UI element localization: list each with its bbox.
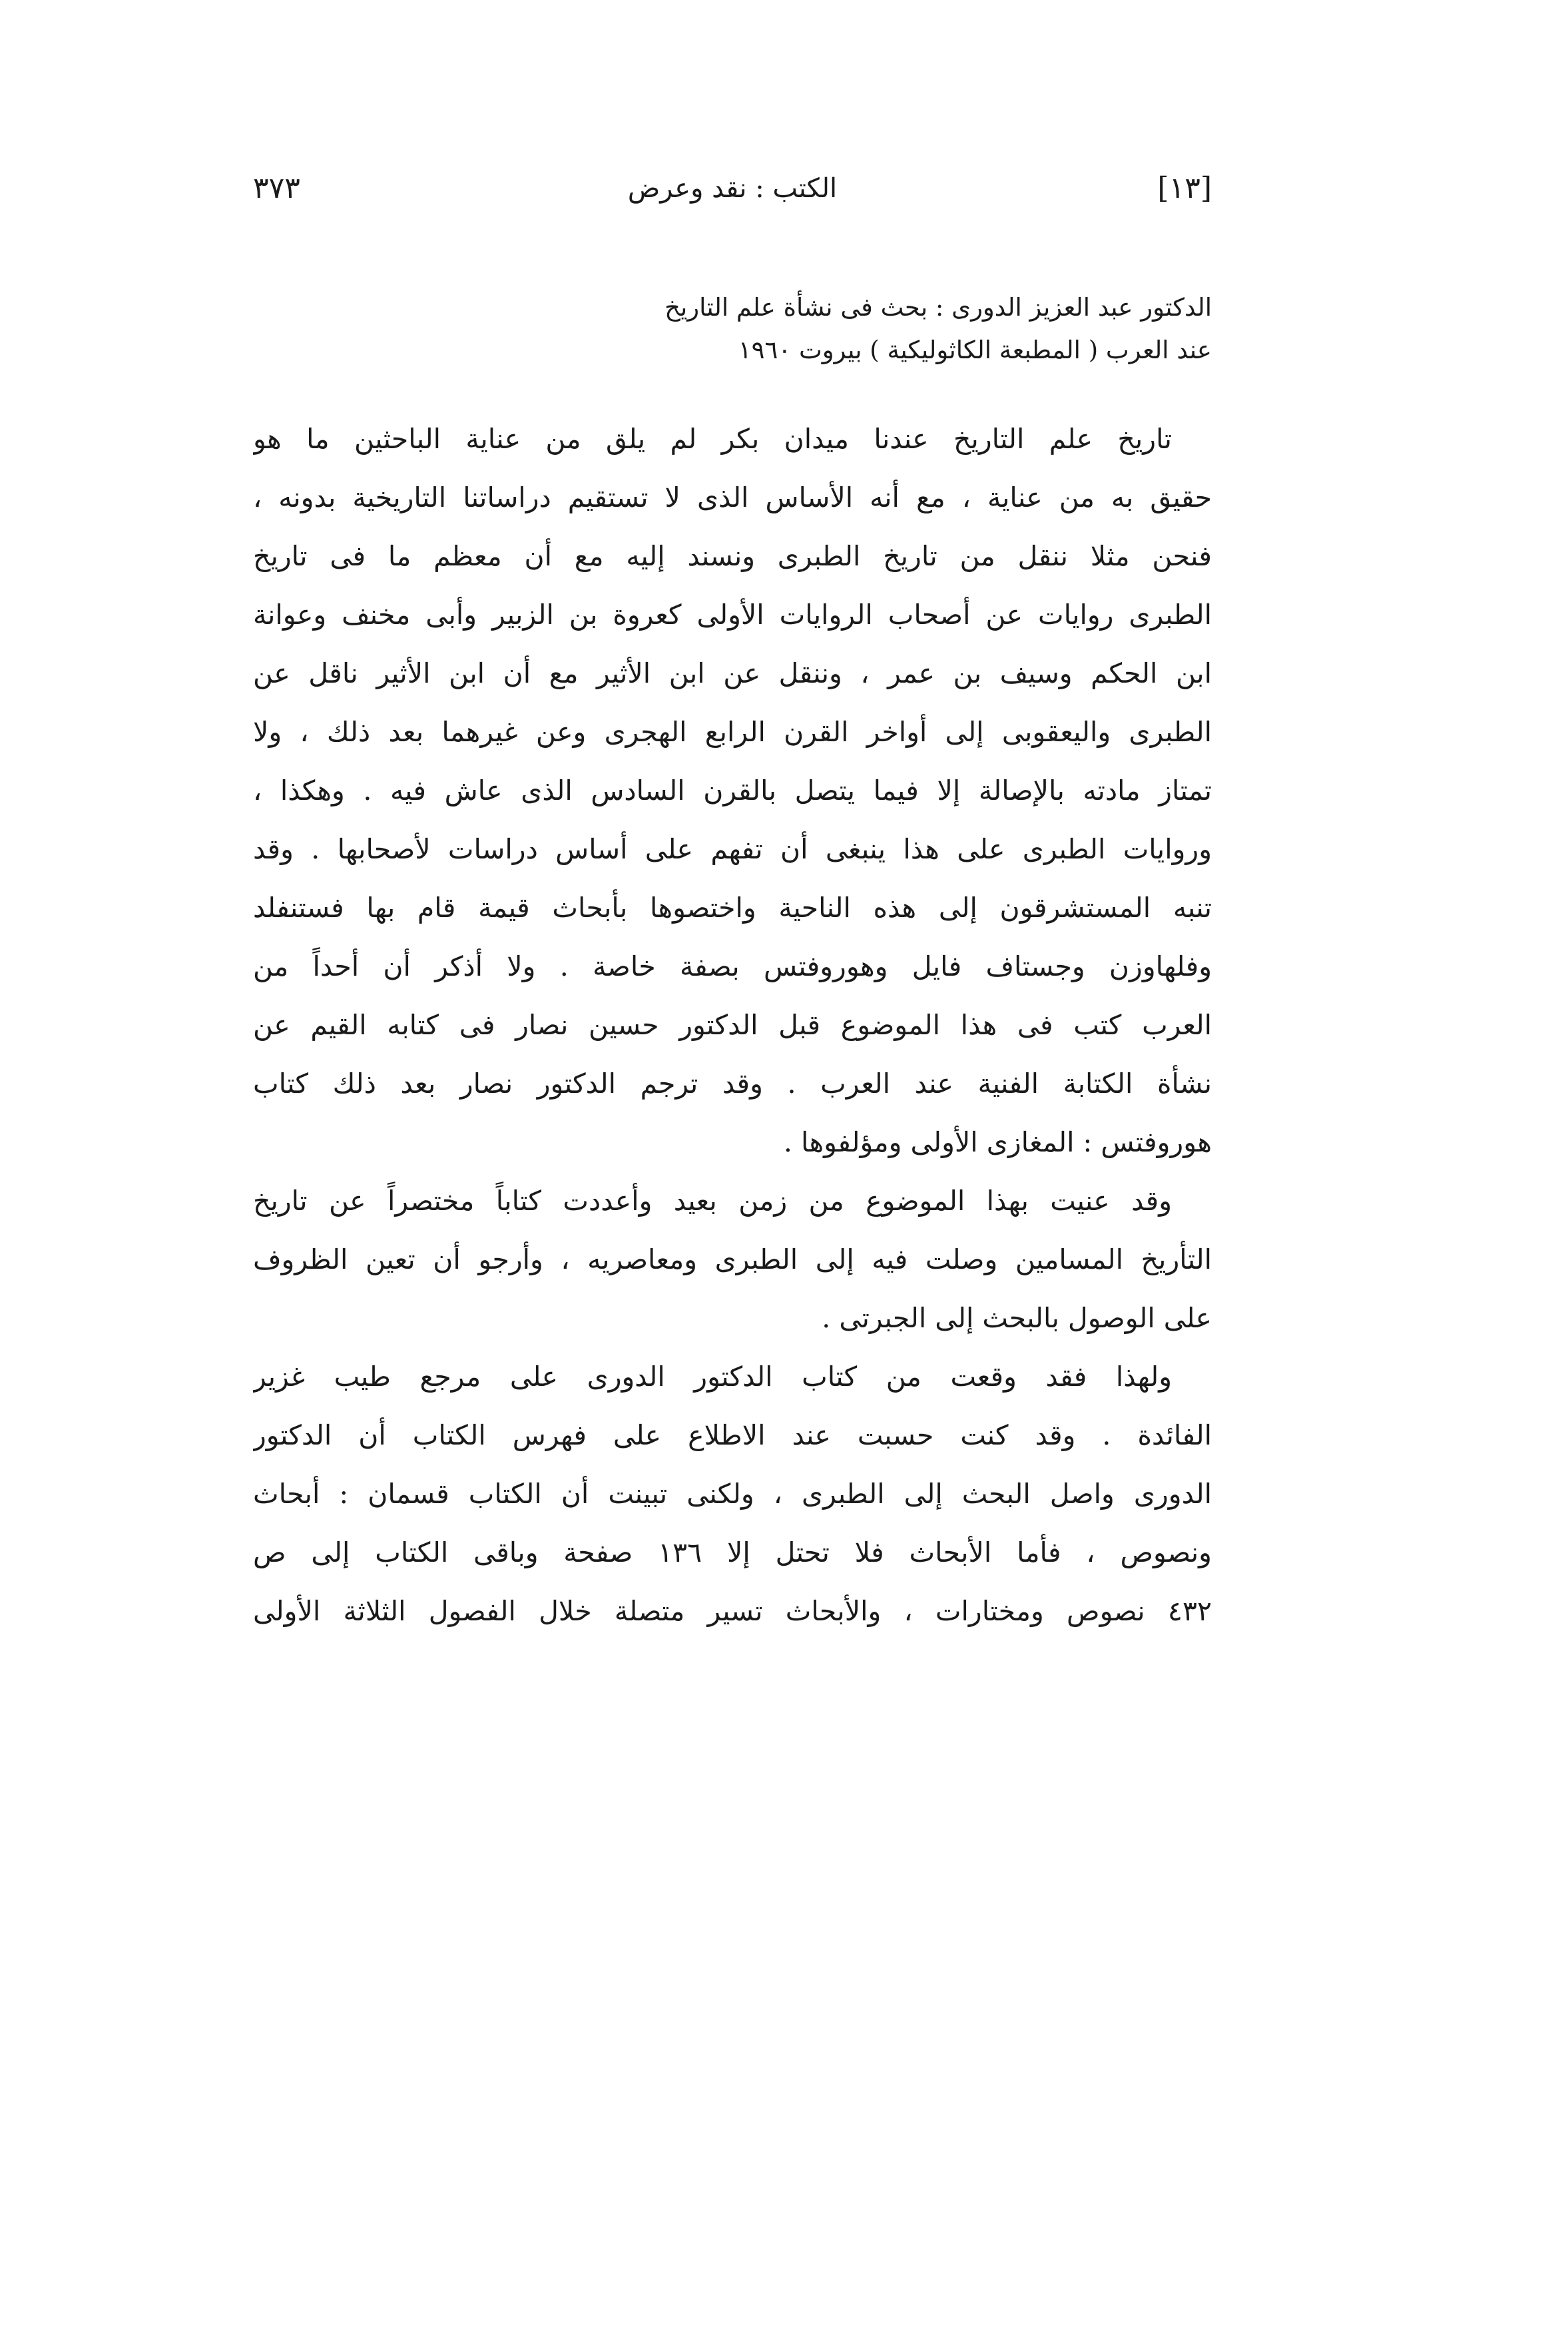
paragraph-line: العرب كتب فى هذا الموضوع قبل الدكتور حسين نصار فى كتابه القيم عن: [253, 1009, 1212, 1041]
paragraph-line: الفائدة . وقد كنت حسبت عند الاطلاع على فهرس الكتاب أن الدكتور: [253, 1419, 1212, 1451]
citation-line: الدكتور عبد العزيز الدورى : بحث فى نشأة علم التاريخ: [664, 293, 1212, 322]
paragraph-line: هوروفتس : المغازى الأولى ومؤلفوها .: [783, 1126, 1212, 1158]
paragraph-line: تنبه المستشرقون إلى هذه الناحية واختصوها بأبحاث قيمة قام بها فستنفلد: [253, 892, 1212, 924]
paragraph-line: وقد عنيت بهذا الموضوع من زمن بعيد وأعددت كتاباً مختصراً عن تاريخ: [253, 1185, 1172, 1217]
paragraph-line: نشأة الكتابة الفنية عند العرب . وقد ترجم الدكتور نصار بعد ذلك كتاب: [253, 1068, 1212, 1100]
paragraph-line: الدورى واصل البحث إلى الطبرى ، ولكنى تبينت أن الكتاب قسمان : أبحاث: [253, 1478, 1212, 1510]
paragraph-line: ابن الحكم وسيف بن عمر ، وننقل عن ابن الأثير مع أن ابن الأثير ناقل عن: [253, 657, 1212, 689]
paragraph-line: تاريخ علم التاريخ عندنا ميدان بكر لم يلق من عناية الباحثين ما هو: [253, 423, 1172, 455]
paragraph-line: ولهذا فقد وقعت من كتاب الدكتور الدورى على مرجع طيب غزير: [253, 1361, 1172, 1393]
paragraph-line: وروايات الطبرى على هذا ينبغى أن تفهم على أساس دراسات لأصحابها . وقد: [253, 833, 1212, 865]
body-text: [253, 410, 1212, 1640]
paragraph-line: حقيق به من عناية ، مع أنه الأساس الذى لا تستقيم دراساتنا التاريخية بدونه ،: [253, 482, 1212, 513]
paragraph-line: على الوصول بالبحث إلى الجبرتى .: [822, 1302, 1212, 1334]
paragraph-line: الطبرى واليعقوبى إلى أواخر القرن الرابع الهجرى وعن غيرهما بعد ذلك ، ولا: [253, 716, 1212, 748]
section-marker: [١٣]: [1157, 171, 1212, 205]
paragraph-line: ونصوص ، فأما الأبحاث فلا تحتل إلا ١٣٦ صفحة وباقى الكتاب إلى ص: [253, 1536, 1212, 1568]
citation-line: عند العرب ( المطبعة الكاثوليكية ) بيروت ١٩٦٠: [738, 336, 1212, 364]
paragraph-line: ٤٣٢ نصوص ومختارات ، والأبحاث تسير متصلة خلال الفصول الثلاثة الأولى: [253, 1595, 1212, 1627]
paragraph-line: تمتاز مادته بالإصالة إلا فيما يتصل بالقرن السادس الذى عاش فيه . وهكذا ،: [253, 775, 1212, 807]
running-title: الكتب : نقد وعرض: [627, 173, 838, 204]
book-citation: [653, 286, 1212, 372]
paragraph-line: الطبرى روايات عن أصحاب الروايات الأولى كعروة بن الزبير وأبى مخنف وعوانة: [253, 599, 1212, 631]
paragraph-line: وفلهاوزن وجستاف فايل وهوروفتس بصفة خاصة . ولا أذكر أن أحداً من: [253, 950, 1212, 982]
paragraph-line: فنحن مثلا ننقل من تاريخ الطبرى ونسند إليه مع أن معظم ما فى تاريخ: [253, 540, 1212, 572]
paragraph-line: التأريخ المسامين وصلت فيه إلى الطبرى ومعاصريه ، وأرجو أن تعين الظروف: [253, 1243, 1212, 1275]
running-head: [253, 165, 1212, 212]
page-number: ٣٧٣: [253, 171, 300, 205]
